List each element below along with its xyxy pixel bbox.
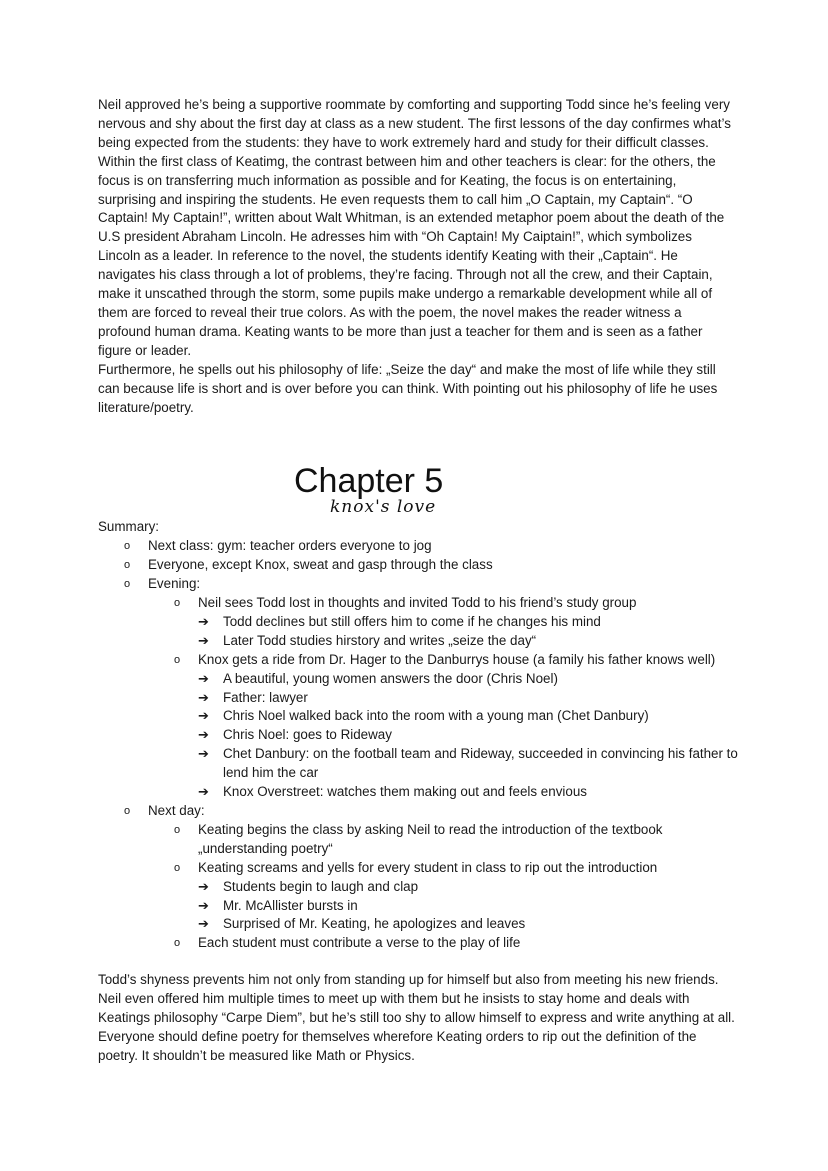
chapter-title: Chapter 5 <box>294 462 444 501</box>
arrow-icon: ➔ <box>198 727 209 743</box>
bullet-circle: o <box>174 597 181 610</box>
arrow-icon: ➔ <box>198 708 209 724</box>
list-item: ➔ A beautiful, young women answers the door (Chris Noel) <box>98 670 738 689</box>
list-item: ➔ Students begin to laugh and clap <box>98 878 738 897</box>
bullet-circle: o <box>124 805 131 817</box>
chapter-heading <box>98 461 738 519</box>
arrow-icon: ➔ <box>198 689 209 705</box>
arrow-icon: ➔ <box>198 613 209 629</box>
arrow-icon: ➔ <box>198 897 209 913</box>
arrow-icon: ➔ <box>198 746 209 762</box>
summary-label: Summary: <box>98 519 160 535</box>
list-item: o Keating begins the class by asking Neil to read the introduction of the textbook „understanding poetry“ <box>174 821 663 856</box>
list-item: ➔ Knox Overstreet: watches them making out and feels envious <box>98 783 738 802</box>
paragraph: Neil approved he’s being a supportive roommate by comforting and supporting Todd since he’s feeling very nervous and shy about the first day at class as a new student. The first lessons of the day confirmes what’s being expected from the students: they have to work extremely hard and study for their difficult classes. Within the first class of Keatimg, the contrast between him and other teachers is clear: for the others, the focus is on transferring much information as possible and for Keating, the focus is on entertaining, surprising and inspiring the students. He even requests them to call him „O Captain, my Captain“. “O Captain! My Captain!”, written about Walt Whitman, is an extended metaphor poem about the death of the U.S president Abraham Lincoln. He adresses him with “Oh Captain! My Caiptain!”, which symbolizes Lincoln as a leader. In reference to the novel, the students identify Keating with their „Captain“. He navigates his class through a lot of problems, they’re facing. Through not all the crew, and their Captain, make it unscathed through the storm, some pupils make undergo a remarkable development while all of them are forced to reveal their true colors. As with the poem, the novel makes the reader witness a profound human drama. Keating wants to be more than just a teacher for them and is seen as a father figure or leader. <box>98 97 731 358</box>
list-item: ➔ Father: lawyer <box>98 689 738 708</box>
arrow-icon: ➔ <box>198 878 209 894</box>
list-item: ➔ Mr. McAllister bursts in <box>98 897 738 916</box>
list-item: ➔ Later Todd studies hirstory and writes „seize the day“ <box>98 632 738 651</box>
arrow-icon: ➔ <box>198 784 209 800</box>
list-item: o Knox gets a ride from Dr. Hager to the Danburrys house (a family his father knows well) <box>98 651 738 670</box>
bullet-circle: o <box>124 540 131 553</box>
paragraph: Everyone should define poetry for themselves wherefore Keating orders to rip out the definition of the poetry. It shouldn’t be measured like Math or Physics. <box>98 1028 697 1063</box>
arrow-icon: ➔ <box>198 632 209 648</box>
arrow-icon: ➔ <box>198 916 209 932</box>
bullet-circle: o <box>124 578 131 591</box>
list-item: ➔ Surprised of Mr. Keating, he apologizes and leaves <box>98 915 738 934</box>
list-item: o Next class: gym: teacher orders everyone to jog <box>98 537 738 556</box>
list-item: o Everyone, except Knox, sweat and gasp through the class <box>98 556 738 575</box>
arrow-icon: ➔ <box>198 670 209 686</box>
list-item: o Keating screams and yells for every student in class to rip out the introduction <box>98 859 738 878</box>
list-item: ➔ Todd declines but still offers him to come if he changes his mind <box>98 613 738 632</box>
paragraph: Furthermore, he spells out his philosophy of life: „Seize the day“ and make the most of life while they still can because life is short and is over before you can think. With pointing out his philosophy of life he uses literature/poetry. <box>98 361 718 415</box>
bullet-circle: o <box>174 653 181 666</box>
list-item: o Each student must contribute a verse to the play of life <box>98 934 738 953</box>
bullet-circle: o <box>174 861 181 874</box>
list-item: o Neil sees Todd lost in thoughts and invited Todd to his friend’s study group <box>98 594 738 613</box>
bullet-circle: o <box>124 559 131 572</box>
paragraph: Todd’s shyness prevents him not only from standing up for himself but also from meeting his new friends. Neil even offered him multiple times to meet up with them but he insists to stay home and deals with Keatings philosophy “Carpe Diem”, but he’s still too shy to allow himself to express and write anything at all. <box>98 972 735 1026</box>
handwritten-note: knox's love <box>330 497 437 518</box>
list-item: o Next day: <box>98 802 738 821</box>
document-page <box>98 96 738 1066</box>
list-item: ➔ Chet Danbury: on the football team and Rideway, succeeded in convincing his father to lend him the car <box>198 746 738 781</box>
bullet-circle: o <box>174 937 181 950</box>
bullet-circle: o <box>174 823 181 836</box>
list-item: ➔ Chris Noel: goes to Rideway <box>98 726 738 745</box>
list-item: o Evening: <box>98 575 738 594</box>
list-item: ➔ Chris Noel walked back into the room with a young man (Chet Danbury) <box>98 707 738 726</box>
summary-list <box>98 537 738 953</box>
